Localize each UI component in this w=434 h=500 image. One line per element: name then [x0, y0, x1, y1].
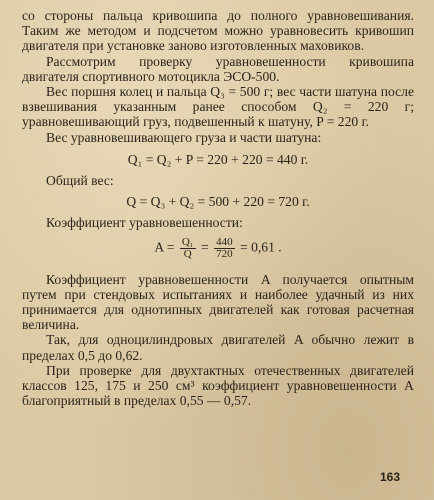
paragraph-single-cylinder: Так, для одноцилиндровых двигателей A обычно лежит в пределах 0,5 до 0,62.: [22, 332, 414, 363]
fraction-numerator: 440: [216, 235, 233, 248]
paragraph-counterweight-label: Вес уравновешивающего груза и части шатуна:: [46, 129, 322, 145]
fraction-numerator: Q₁: [181, 235, 194, 248]
fraction-denominator: 720: [216, 247, 233, 260]
paragraph-weights: Вес поршня колец и пальца Q₃ = 500 г; вес части шатуна после взвешивания указанным ранее способом Q₂ = 220 г; уравновешивающий груз, подвешенный к шатуну, P = 220 г.: [22, 84, 414, 130]
fraction-symbolic: [180, 237, 196, 260]
formula-lhs: A =: [154, 239, 175, 255]
formula-equals: =: [201, 239, 209, 255]
formula-result: = 0,61 .: [240, 239, 282, 255]
paragraph-coefficient-label: Коэффициент уравновешенности:: [46, 215, 243, 231]
fraction-denominator: Q: [183, 247, 192, 260]
fraction-numeric: [214, 237, 235, 260]
paragraph-coefficient-meaning: Коэффициент уравновешенности A получается опытным путем при стендовых испытаниях и наиболее удачный из них принимается для однотипных двигателей как готовая расчетная величина.: [22, 271, 414, 333]
formula-coefficient: [22, 237, 414, 260]
paragraph-intro: Рассмотрим проверку уравновешенности кривошипа двигателя спортивного мотоцикла ЭСО-500.: [22, 53, 414, 84]
page-number: 163: [380, 470, 401, 484]
paragraph-continuation: со стороны пальца кривошипа до полного уравновешивания. Таким же методом и подсчетом можно уравновесить кривошип двигателя при установке заново изготовленных маховиков.: [22, 8, 414, 54]
page-text: [22, 8, 414, 408]
paragraph-two-stroke: При проверке для двухтактных отечественных двигателей классов 125, 175 и 250 см³ коэффициент уравновешенности A благоприятный в пределах 0,55 — 0,57.: [22, 362, 414, 409]
formula-q: Q = Q₃ + Q₂ = 500 + 220 = 720 г.: [126, 194, 310, 210]
paragraph-total-label: Общий вес:: [46, 173, 114, 189]
formula-q1: Q₁ = Q₂ + P = 220 + 220 = 440 г.: [127, 151, 309, 167]
